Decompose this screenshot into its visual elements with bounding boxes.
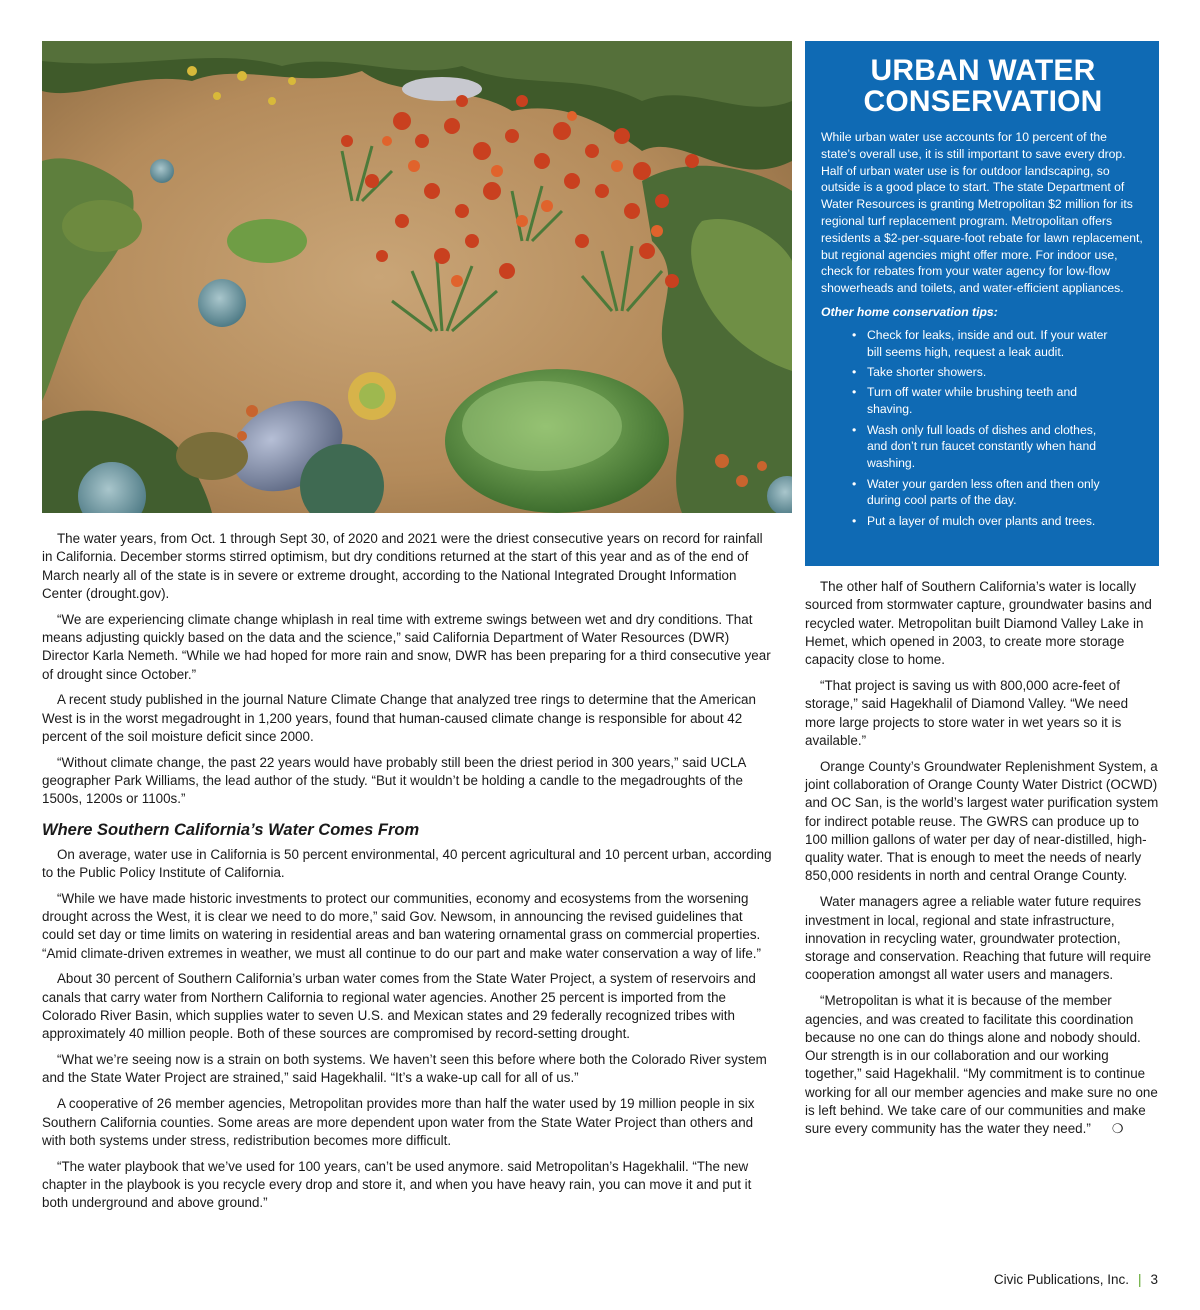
urban-water-conservation-sidebar <box>805 41 1159 566</box>
sidebar-title-line1: URBAN WATER <box>870 54 1096 87</box>
list-item: • Take shorter showers. <box>852 364 987 379</box>
article-paragraph: “We are experiencing climate change whiplash in real time with extreme swings between wet and dry conditions. That means adjusting quickly based on the data and the science,” said California Department of Water Resources (DWR) Director Karla Nemeth. “While we had hoped for more rain and snow, DWR has been preparing for a third consecutive year of drought since October.” <box>42 611 771 682</box>
garden-photo <box>42 41 792 513</box>
article-paragraph: “That project is saving us with 800,000 acre-feet of storage,” said Hagekhalil of Diamond Valley. “We need more large projects to store water in wet years so it is available.” <box>805 677 1129 748</box>
bullet-icon: • <box>852 385 857 400</box>
article-paragraph-text: “Metropolitan is what it is because of the member agencies, and was created to facilitate this coordination because no one can do things alone and nobody should. Our strength is in our collaboration and our working together,” said Hagekhalil. “My commitment is to continue working for all our member agencies and make sure no one is left behind. We take care of our communities and make sure every community has the water they need.” <box>805 993 1158 1137</box>
article-paragraph: The other half of Southern California’s water is locally sourced from stormwater capture, groundwater basins and recycled water. Metropolitan built Diamond Valley Lake in Hemet, which opened in 2003, to create more storage capacity close to home. <box>805 579 1152 668</box>
list-item: • Turn off water while brushing teeth and shaving. <box>852 385 1078 417</box>
article-paragraph: Water managers agree a reliable water future requires investment in local, regional and state infrastructure, innovation in recycling water, groundwater protection, storage and conservation. Reaching that future will require cooperation amongst all water users and managers. <box>805 894 1152 983</box>
article-paragraph <box>805 992 1159 1138</box>
page-footer <box>994 1271 1158 1289</box>
article-right-column <box>805 578 1159 1146</box>
article-paragraph: Orange County’s Groundwater Replenishment System, a joint collaboration of Orange County Water District (OCWD) and OC San, is the world’s largest water purification system for indirect potable reuse. The GWRS can produce up to 100 million gallons of water per day of near-distilled, high-quality water. That is enough to meet the needs of nearly 850,000 residents in north and central Orange County. <box>805 758 1159 884</box>
bullet-icon: • <box>852 422 857 437</box>
list-item: • Water your garden less often and then only during cool parts of the day. <box>852 476 1100 508</box>
sidebar-intro: While urban water use accounts for 10 percent of the state’s overall use, it is still important to save every drop. Half of urban water use is for outdoor landscaping, so outside is a good place to start. The state Department of Water Resources is granting Metropolitan $2 million for its regional turf replacement program. Metropolitan offers residents a $2-per-square-foot rebate for lawn replacement, but regional agencies might offer more. For indoor use, check for rebates from your water agency for low-flow showerheads and toilets, and water-efficient appliances. <box>821 130 1143 296</box>
article-paragraph: A recent study published in the journal Nature Climate Change that analyzed tree rings to determine that the American West is in the worst megadrought in 1,200 years, found that human-caused climate change is responsible for about 42 percent of the soil moisture deficit since 2000. <box>42 692 756 744</box>
article-paragraph: “While we have made historic investments to protect our communities, economy and ecosystems from the worsening drought across the West, it is clear we need to do more,” said Gov. Newsom, in announcing the revised guidelines that could set day or time limits on watering in residential areas and ban watering ornamental grass on commercial properties. “Amid climate-driven extremes in weather, we must all continue to do our part and make water conservation a way of life.” <box>42 890 761 961</box>
article-paragraph: “What we’re seeing now is a strain on both systems. We haven’t seen this before where both the Colorado River system and the State Water Project are strained,” said Hagekhalil. “It’s a wake-up call for all of us.” <box>42 1052 767 1086</box>
article-paragraph: A cooperative of 26 member agencies, Metropolitan provides more than half the water used by 19 million people in six Southern California counties. Some areas are more dependent upon water from the State Water Project than others and with both systems under stress, redistribution becomes more difficult. <box>42 1096 755 1148</box>
sidebar-title <box>821 55 1145 117</box>
sidebar-tips-list <box>821 327 1145 530</box>
sidebar-tips-label: Other home conservation tips: <box>821 304 998 319</box>
end-mark-icon: ❍ <box>1111 1121 1124 1137</box>
list-item: • Check for leaks, inside and out. If your water bill seems high, request a leak audit. <box>852 327 1108 359</box>
bullet-icon: • <box>852 364 857 379</box>
publisher-name: Civic Publications, Inc. <box>993 1272 1129 1287</box>
article-paragraph: On average, water use in California is 50 percent environmental, 40 percent agricultural and 10 percent urban, according to the Public Policy Institute of California. <box>42 846 772 880</box>
article-paragraph: “Without climate change, the past 22 years would have probably still been the driest period in 300 years,” said UCLA geographer Park Williams, the lead author of the study. “But it wouldn’t be holding a candle to the megadroughts of the 1500s, 1200s or 1100s.” <box>42 754 746 807</box>
list-item: • Put a layer of mulch over plants and trees. <box>852 513 1096 528</box>
bullet-icon: • <box>852 476 857 491</box>
article-paragraph: The water years, from Oct. 1 through Sept 30, of 2020 and 2021 were the driest consecutive years on record for rainfall in California. December storms stirred optimism, but dry conditions returned at the start of this year and as of the end of March nearly all of the state is in severe or extreme drought, according to the National Integrated Drought Information Center (drought.gov). <box>42 531 763 601</box>
article-left-column <box>42 530 773 1220</box>
section-heading: Where Southern California’s Water Comes From <box>42 820 420 839</box>
page-number: 3 <box>1150 1272 1158 1287</box>
sidebar-title-line2: CONSERVATION <box>863 85 1103 118</box>
article-paragraph: “The water playbook that we’ve used for 100 years, can’t be used anymore. said Metropolitan’s Hagekhalil. “The new chapter in the playbook is you recycle every drop and store it, and when you have heavy rain, you can move it and put it both underground and above ground.” <box>42 1158 752 1211</box>
list-item: • Wash only full loads of dishes and clothes, and don’t run faucet constantly when hand washing. <box>852 422 1097 471</box>
bullet-icon: • <box>852 513 857 528</box>
garden-photo-icon <box>42 41 792 513</box>
footer-separator: | <box>1137 1272 1142 1287</box>
article-paragraph: About 30 percent of Southern California’s urban water comes from the State Water Project, a system of reservoirs and canals that carry water from Northern California to regional water agencies. Another 25 percent is imported from the Colorado River Basin, which supplies water to seven U.S. and Mexican states and 29 federally recognized tribes with approximately 40 million people. Both of these sources are compromised by record-setting drought. <box>42 971 756 1042</box>
bullet-icon: • <box>852 327 857 342</box>
